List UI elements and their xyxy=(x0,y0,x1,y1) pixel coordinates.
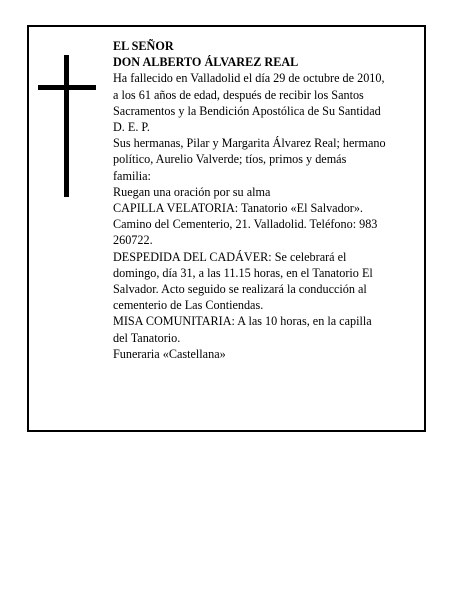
obituary-text xyxy=(113,38,419,362)
cross-horizontal-bar xyxy=(38,85,96,90)
notice-body-line: Salvador. Acto seguido se realizará la conducción al xyxy=(113,282,367,297)
notice-body-line: 260722. xyxy=(113,233,153,248)
notice-body-line: Funeraria «Castellana» xyxy=(113,346,226,361)
cross-icon xyxy=(38,55,96,197)
notice-body-line: DESPEDIDA DEL CADÁVER: Se celebrará el xyxy=(113,249,347,264)
notice-body-line: Ha fallecido en Valladolid el día 29 de octubre de 2010, xyxy=(113,71,385,86)
notice-body-line: cementerio de Las Contiendas. xyxy=(113,298,264,313)
notice-body-line: Sacramentos y la Bendición Apostólica de Su Santidad xyxy=(113,103,381,118)
notice-body-line: político, Aurelio Valverde; tíos, primos y demás xyxy=(113,152,347,167)
notice-body-line: Camino del Cementerio, 21. Valladolid. Teléfono: 983 xyxy=(113,217,378,232)
cross-vertical-bar xyxy=(64,55,69,197)
notice-body-line: MISA COMUNITARIA: A las 10 horas, en la capilla xyxy=(113,314,372,329)
notice-body-line: del Tanatorio. xyxy=(113,330,181,345)
notice-body-line: Sus hermanas, Pilar y Margarita Álvarez Real; hermano xyxy=(113,136,386,151)
notice-body-line: familia: xyxy=(113,168,151,183)
notice-body-line: Ruegan una oración por su alma xyxy=(113,184,271,199)
notice-body-line: a los 61 años de edad, después de recibir los Santos xyxy=(113,87,364,102)
notice-body-line: domingo, día 31, a las 11.15 horas, en el Tanatorio El xyxy=(113,265,373,280)
deceased-name: DON ALBERTO ÁLVAREZ REAL xyxy=(113,55,299,70)
notice-body-line: CAPILLA VELATORIA: Tanatorio «El Salvador». xyxy=(113,201,363,216)
notice-title-line: EL SEÑOR xyxy=(113,39,174,53)
notice-body-line: D. E. P. xyxy=(113,120,150,135)
